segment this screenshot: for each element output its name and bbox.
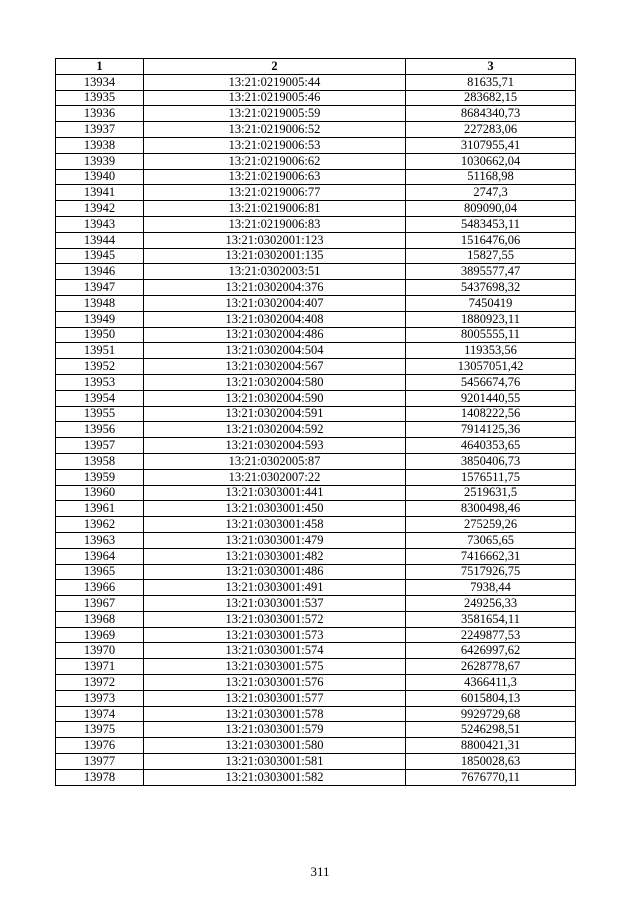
- page-number: 311: [310, 864, 330, 879]
- cadastral-number-cell: 13:21:0303001:574: [144, 643, 406, 659]
- table-row: [56, 248, 576, 264]
- cadastral-number-cell: 13:21:0303001:580: [144, 738, 406, 754]
- value-cell: 13057051,42: [406, 359, 576, 375]
- value-cell: 1408222,56: [406, 406, 576, 422]
- row-number-cell: 13969: [56, 627, 144, 643]
- row-number-cell: 13963: [56, 532, 144, 548]
- table-row: [56, 722, 576, 738]
- cadastral-number-cell: 13:21:0302004:580: [144, 374, 406, 390]
- row-number-cell: 13943: [56, 216, 144, 232]
- cadastral-number-cell: 13:21:0302004:486: [144, 327, 406, 343]
- value-cell: 3850406,73: [406, 453, 576, 469]
- table-row: [56, 469, 576, 485]
- row-number-cell: 13935: [56, 90, 144, 106]
- row-number-cell: 13959: [56, 469, 144, 485]
- row-number-cell: 13951: [56, 343, 144, 359]
- cadastral-number-cell: 13:21:0303001:579: [144, 722, 406, 738]
- table-row: [56, 517, 576, 533]
- row-number-cell: 13939: [56, 153, 144, 169]
- cadastral-number-cell: 13:21:0303001:450: [144, 501, 406, 517]
- table-row: [56, 295, 576, 311]
- row-number-cell: 13974: [56, 706, 144, 722]
- table-row: [56, 548, 576, 564]
- cadastral-number-cell: 13:21:0302004:504: [144, 343, 406, 359]
- table-row: [56, 169, 576, 185]
- value-cell: 1850028,63: [406, 754, 576, 770]
- row-number-cell: 13966: [56, 580, 144, 596]
- column-header-number: 1: [56, 59, 144, 75]
- table-row: [56, 580, 576, 596]
- value-cell: 5437698,32: [406, 280, 576, 296]
- table-row: [56, 754, 576, 770]
- table-row: [56, 90, 576, 106]
- table-row: [56, 122, 576, 138]
- value-cell: 5456674,76: [406, 374, 576, 390]
- value-cell: 3895577,47: [406, 264, 576, 280]
- table-row: [56, 406, 576, 422]
- table-row: [56, 422, 576, 438]
- column-header-cadastral-number: 2: [144, 59, 406, 75]
- table-row: [56, 643, 576, 659]
- registry-table: [55, 58, 576, 786]
- cadastral-number-cell: 13:21:0303001:576: [144, 675, 406, 691]
- cadastral-number-cell: 13:21:0302004:567: [144, 359, 406, 375]
- cadastral-number-cell: 13:21:0219006:63: [144, 169, 406, 185]
- column-header-value: 3: [406, 59, 576, 75]
- table-row: [56, 106, 576, 122]
- table-row: [56, 232, 576, 248]
- cadastral-number-cell: 13:21:0303001:482: [144, 548, 406, 564]
- cadastral-number-cell: 13:21:0219006:81: [144, 201, 406, 217]
- row-number-cell: 13936: [56, 106, 144, 122]
- value-cell: 4366411,3: [406, 675, 576, 691]
- table-row: [56, 390, 576, 406]
- cadastral-number-cell: 13:21:0219005:59: [144, 106, 406, 122]
- row-number-cell: 13954: [56, 390, 144, 406]
- cadastral-number-cell: 13:21:0219006:52: [144, 122, 406, 138]
- row-number-cell: 13934: [56, 74, 144, 90]
- value-cell: 5246298,51: [406, 722, 576, 738]
- row-number-cell: 13938: [56, 137, 144, 153]
- row-number-cell: 13940: [56, 169, 144, 185]
- value-cell: 7914125,36: [406, 422, 576, 438]
- table-row: [56, 343, 576, 359]
- table-row: [56, 564, 576, 580]
- cadastral-number-cell: 13:21:0303001:578: [144, 706, 406, 722]
- cadastral-number-cell: 13:21:0302004:376: [144, 280, 406, 296]
- table-row: [56, 216, 576, 232]
- value-cell: 283682,15: [406, 90, 576, 106]
- table-row: [56, 453, 576, 469]
- value-cell: 8300498,46: [406, 501, 576, 517]
- table-row: [56, 690, 576, 706]
- value-cell: 1576511,75: [406, 469, 576, 485]
- cadastral-number-cell: 13:21:0302004:590: [144, 390, 406, 406]
- value-cell: 119353,56: [406, 343, 576, 359]
- value-cell: 8800421,31: [406, 738, 576, 754]
- value-cell: 2628778,67: [406, 659, 576, 675]
- value-cell: 9201440,55: [406, 390, 576, 406]
- table-row: [56, 611, 576, 627]
- row-number-cell: 13957: [56, 438, 144, 454]
- table-row: [56, 201, 576, 217]
- table-row: [56, 769, 576, 785]
- row-number-cell: 13953: [56, 374, 144, 390]
- value-cell: 8005555,11: [406, 327, 576, 343]
- row-number-cell: 13976: [56, 738, 144, 754]
- row-number-cell: 13971: [56, 659, 144, 675]
- value-cell: 1880923,11: [406, 311, 576, 327]
- cadastral-number-cell: 13:21:0219006:53: [144, 137, 406, 153]
- row-number-cell: 13952: [56, 359, 144, 375]
- value-cell: 1516476,06: [406, 232, 576, 248]
- value-cell: 7416662,31: [406, 548, 576, 564]
- header-row: [56, 59, 576, 75]
- cadastral-number-cell: 13:21:0303001:582: [144, 769, 406, 785]
- table-row: [56, 501, 576, 517]
- row-number-cell: 13942: [56, 201, 144, 217]
- row-number-cell: 13947: [56, 280, 144, 296]
- row-number-cell: 13950: [56, 327, 144, 343]
- value-cell: 8684340,73: [406, 106, 576, 122]
- table-row: [56, 532, 576, 548]
- cadastral-number-cell: 13:21:0302004:593: [144, 438, 406, 454]
- row-number-cell: 13955: [56, 406, 144, 422]
- cadastral-number-cell: 13:21:0303001:491: [144, 580, 406, 596]
- cadastral-number-cell: 13:21:0303001:441: [144, 485, 406, 501]
- value-cell: 249256,33: [406, 596, 576, 612]
- value-cell: 7517926,75: [406, 564, 576, 580]
- table-row: [56, 74, 576, 90]
- cadastral-number-cell: 13:21:0302001:135: [144, 248, 406, 264]
- row-number-cell: 13967: [56, 596, 144, 612]
- table-row: [56, 264, 576, 280]
- row-number-cell: 13964: [56, 548, 144, 564]
- cadastral-number-cell: 13:21:0303001:479: [144, 532, 406, 548]
- value-cell: 51168,98: [406, 169, 576, 185]
- row-number-cell: 13961: [56, 501, 144, 517]
- row-number-cell: 13937: [56, 122, 144, 138]
- cadastral-number-cell: 13:21:0302004:407: [144, 295, 406, 311]
- row-number-cell: 13968: [56, 611, 144, 627]
- row-number-cell: 13945: [56, 248, 144, 264]
- value-cell: 4640353,65: [406, 438, 576, 454]
- table-row: [56, 327, 576, 343]
- value-cell: 5483453,11: [406, 216, 576, 232]
- table-row: [56, 438, 576, 454]
- cadastral-number-cell: 13:21:0219006:62: [144, 153, 406, 169]
- row-number-cell: 13977: [56, 754, 144, 770]
- value-cell: 3107955,41: [406, 137, 576, 153]
- value-cell: 2519631,5: [406, 485, 576, 501]
- row-number-cell: 13975: [56, 722, 144, 738]
- table-row: [56, 311, 576, 327]
- row-number-cell: 13962: [56, 517, 144, 533]
- row-number-cell: 13948: [56, 295, 144, 311]
- value-cell: 15827,55: [406, 248, 576, 264]
- row-number-cell: 13958: [56, 453, 144, 469]
- cadastral-number-cell: 13:21:0302007:22: [144, 469, 406, 485]
- cadastral-number-cell: 13:21:0302005:87: [144, 453, 406, 469]
- value-cell: 7938,44: [406, 580, 576, 596]
- row-number-cell: 13956: [56, 422, 144, 438]
- row-number-cell: 13972: [56, 675, 144, 691]
- cadastral-number-cell: 13:21:0302004:591: [144, 406, 406, 422]
- value-cell: 73065,65: [406, 532, 576, 548]
- cadastral-number-cell: 13:21:0303001:573: [144, 627, 406, 643]
- row-number-cell: 13973: [56, 690, 144, 706]
- value-cell: 7450419: [406, 295, 576, 311]
- value-cell: 81635,71: [406, 74, 576, 90]
- row-number-cell: 13960: [56, 485, 144, 501]
- row-number-cell: 13970: [56, 643, 144, 659]
- cadastral-number-cell: 13:21:0303001:577: [144, 690, 406, 706]
- value-cell: 3581654,11: [406, 611, 576, 627]
- row-number-cell: 13946: [56, 264, 144, 280]
- cadastral-number-cell: 13:21:0303001:486: [144, 564, 406, 580]
- cadastral-number-cell: 13:21:0219005:44: [144, 74, 406, 90]
- row-number-cell: 13949: [56, 311, 144, 327]
- cadastral-number-cell: 13:21:0302004:592: [144, 422, 406, 438]
- value-cell: 275259,26: [406, 517, 576, 533]
- table-row: [56, 153, 576, 169]
- table-row: [56, 706, 576, 722]
- cadastral-number-cell: 13:21:0302001:123: [144, 232, 406, 248]
- value-cell: 227283,06: [406, 122, 576, 138]
- cadastral-number-cell: 13:21:0302004:408: [144, 311, 406, 327]
- row-number-cell: 13965: [56, 564, 144, 580]
- value-cell: 1030662,04: [406, 153, 576, 169]
- value-cell: 6015804,13: [406, 690, 576, 706]
- cadastral-number-cell: 13:21:0303001:581: [144, 754, 406, 770]
- cadastral-number-cell: 13:21:0303001:537: [144, 596, 406, 612]
- table-row: [56, 280, 576, 296]
- table-row: [56, 137, 576, 153]
- value-cell: 809090,04: [406, 201, 576, 217]
- row-number-cell: 13944: [56, 232, 144, 248]
- table-row: [56, 359, 576, 375]
- table-row: [56, 596, 576, 612]
- cadastral-number-cell: 13:21:0219006:77: [144, 185, 406, 201]
- table-header: [56, 59, 576, 75]
- row-number-cell: 13978: [56, 769, 144, 785]
- cadastral-number-cell: 13:21:0303001:575: [144, 659, 406, 675]
- row-number-cell: 13941: [56, 185, 144, 201]
- table-row: [56, 627, 576, 643]
- cadastral-number-cell: 13:21:0302003:51: [144, 264, 406, 280]
- table-row: [56, 675, 576, 691]
- value-cell: 6426997,62: [406, 643, 576, 659]
- value-cell: 9929729,68: [406, 706, 576, 722]
- value-cell: 7676770,11: [406, 769, 576, 785]
- cadastral-number-cell: 13:21:0303001:572: [144, 611, 406, 627]
- table-row: [56, 374, 576, 390]
- cadastral-number-cell: 13:21:0219006:83: [144, 216, 406, 232]
- table-row: [56, 185, 576, 201]
- value-cell: 2249877,53: [406, 627, 576, 643]
- table-body: [56, 74, 576, 785]
- table-row: [56, 659, 576, 675]
- table-row: [56, 485, 576, 501]
- cadastral-number-cell: 13:21:0303001:458: [144, 517, 406, 533]
- cadastral-number-cell: 13:21:0219005:46: [144, 90, 406, 106]
- value-cell: 2747,3: [406, 185, 576, 201]
- table-row: [56, 738, 576, 754]
